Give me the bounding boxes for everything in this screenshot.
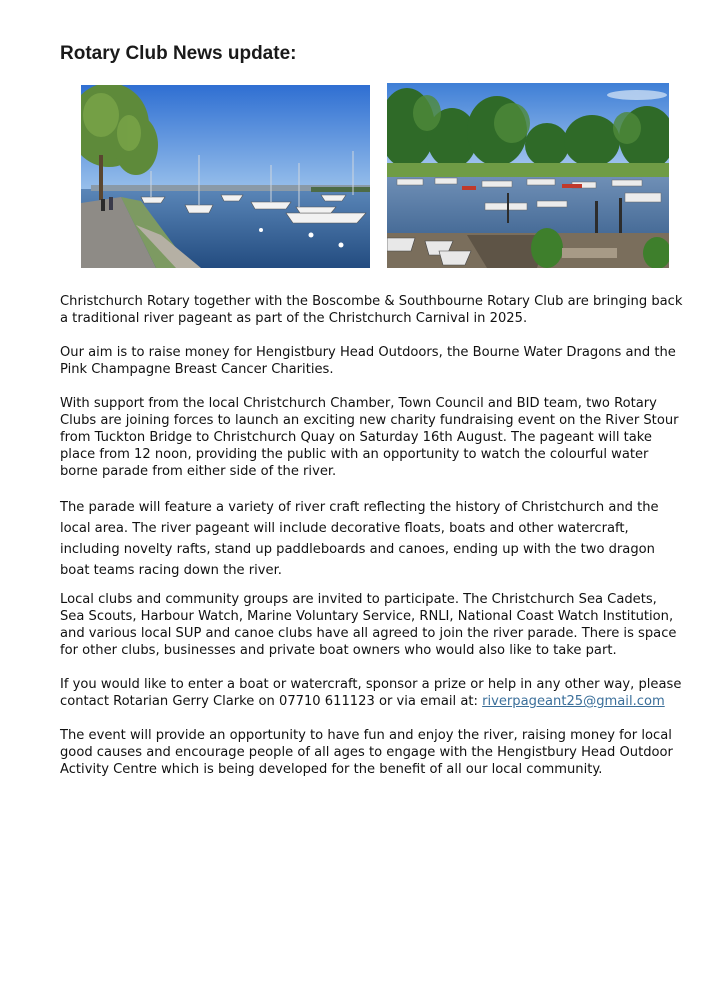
- paragraph-support: With support from the local Christchurch Chamber, Town Council and BID team, two Rotary Clubs are joining forces to launch an exciting new charity fundraising event on the River Stour from Tuckton Bridge to Christchurch Quay on Saturday 16th August. The pageant will take place from 12 noon, providing the public with an opportunity to watch the colourful water borne parade from either side of the river.: [60, 396, 679, 479]
- paragraph-aim: Our aim is to raise money for Hengistbury Head Outdoors, the Bourne Water Dragons and the Pink Champagne Breast Cancer Charities.: [60, 345, 676, 377]
- harbour-boats-photo: [81, 85, 370, 268]
- paragraph-closing: The event will provide an opportunity to have fun and enjoy the river, raising money for local good causes and encourage people of all ages to engage with the Hengistbury Head Outdoor Activity Centre which is being developed for the benefit of all our local community.: [60, 728, 673, 777]
- article-body: [60, 293, 685, 778]
- paragraph-parade: The parade will feature a variety of river craft reflecting the history of Christchurch and the local area. The river pageant will include decorative floats, boats and other watercraft, including novelty rafts, stand up paddleboards and canoes, ending up with the two dragon boat teams racing down the river.: [60, 500, 659, 578]
- paragraph-contact: [60, 676, 685, 710]
- email-link[interactable]: riverpageant25@gmail.com: [482, 694, 665, 709]
- contact-text: If you would like to enter a boat or watercraft, sponsor a prize or help in any other way, please contact Rotarian Gerry Clarke on 07710 611123 or via email at:: [60, 677, 682, 709]
- paragraph-intro: Christchurch Rotary together with the Boscombe & Southbourne Rotary Club are bringing back a traditional river pageant as part of the Christchurch Carnival in 2025.: [60, 294, 683, 326]
- paragraph-participants: Local clubs and community groups are invited to participate. The Christchurch Sea Cadets, Sea Scouts, Harbour Watch, Marine Voluntary Service, RNLI, National Coast Watch Institution, and various local SUP and canoe clubs have all agreed to join the river parade. There is space for other clubs, businesses and private boat owners who would also like to take part.: [60, 592, 677, 658]
- page-title: Rotary Club News update:: [60, 43, 297, 64]
- river-moorings-photo: [387, 83, 669, 268]
